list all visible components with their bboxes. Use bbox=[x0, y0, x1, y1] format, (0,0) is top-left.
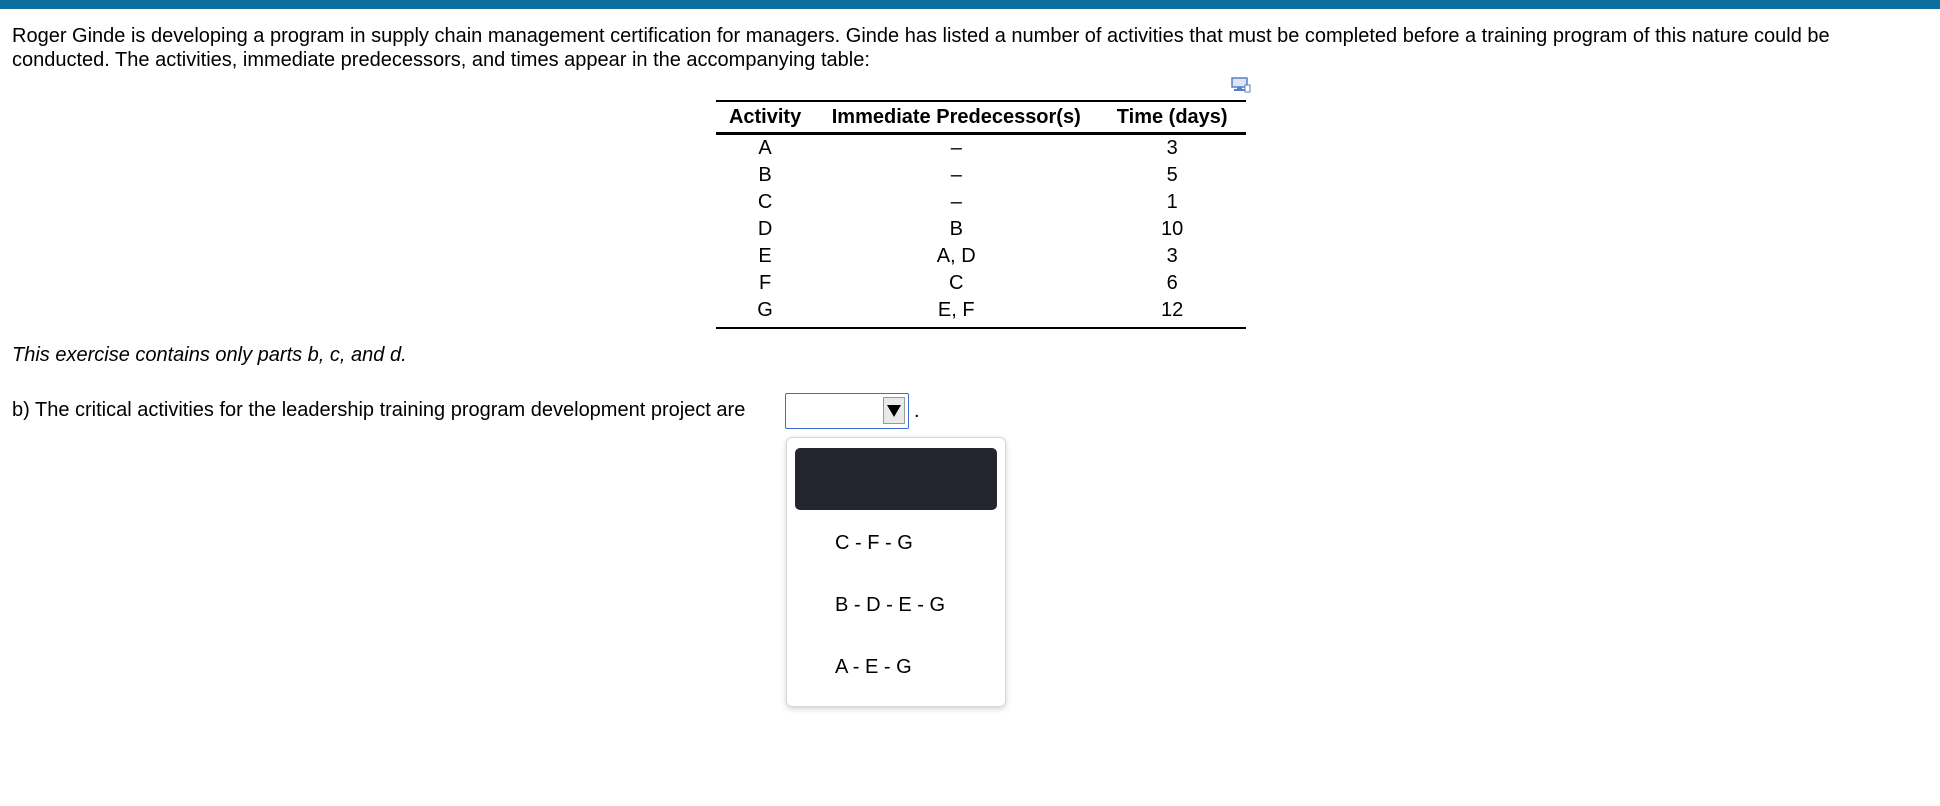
cell-activity: D bbox=[757, 218, 773, 240]
cell-predecessors: B bbox=[949, 218, 963, 240]
table-row bbox=[716, 243, 1246, 270]
dropdown-option[interactable]: B - D - E - G bbox=[835, 594, 945, 616]
table-row bbox=[716, 297, 1246, 328]
table-row bbox=[716, 216, 1246, 243]
header-time: Time (days) bbox=[1098, 101, 1246, 134]
cell-predecessors: C bbox=[949, 272, 964, 294]
cell-time: 10 bbox=[1161, 218, 1184, 240]
cell-activity: F bbox=[758, 272, 772, 294]
cell-activity: B bbox=[758, 164, 772, 186]
table-row bbox=[716, 189, 1246, 216]
intro-paragraph: Roger Ginde is developing a program in supply chain management certification for managers. Ginde has listed a number of activities that must be completed before a training program of this nature could be conducted. The activities, immediate predecessors, and times appear in the accompanying table: bbox=[12, 25, 1830, 71]
dropdown-option[interactable]: A - E - G bbox=[835, 656, 912, 678]
cell-activity: E bbox=[758, 245, 772, 267]
cell-time: 3 bbox=[1166, 245, 1178, 267]
question-period: . bbox=[914, 400, 920, 422]
top-banner-bar bbox=[0, 0, 1940, 9]
exercise-note: This exercise contains only parts b, c, and d. bbox=[12, 344, 407, 366]
activity-table bbox=[716, 100, 1246, 329]
cell-predecessors: A, D bbox=[936, 245, 976, 267]
table-row bbox=[716, 134, 1246, 163]
cell-predecessors: – bbox=[950, 137, 962, 159]
cell-predecessors: – bbox=[950, 191, 962, 213]
expand-table-icon[interactable] bbox=[1231, 77, 1251, 95]
cell-activity: A bbox=[758, 137, 772, 159]
cell-activity: C bbox=[757, 191, 773, 213]
critical-path-select[interactable] bbox=[785, 393, 909, 429]
dropdown-arrow-icon[interactable] bbox=[883, 397, 905, 424]
cell-time: 5 bbox=[1166, 164, 1178, 186]
dropdown-option[interactable]: C - F - G bbox=[835, 532, 913, 554]
header-predecessors: Immediate Predecessor(s) bbox=[814, 101, 1098, 134]
header-activity: Activity bbox=[716, 101, 814, 134]
dropdown-menu bbox=[786, 437, 1006, 707]
cell-time: 1 bbox=[1166, 191, 1178, 213]
cell-time: 3 bbox=[1166, 137, 1178, 159]
question-b-text: b) The critical activities for the leadership training program development project are bbox=[12, 399, 746, 421]
cell-time: 12 bbox=[1098, 297, 1246, 328]
cell-predecessors: – bbox=[950, 164, 962, 186]
table-row bbox=[716, 270, 1246, 297]
dropdown-option-blank[interactable] bbox=[795, 448, 997, 510]
cell-activity: G bbox=[716, 297, 814, 328]
table-row bbox=[716, 162, 1246, 189]
table-header-row bbox=[716, 101, 1246, 134]
cell-time: 6 bbox=[1166, 272, 1178, 294]
cell-predecessors: E, F bbox=[814, 297, 1098, 328]
